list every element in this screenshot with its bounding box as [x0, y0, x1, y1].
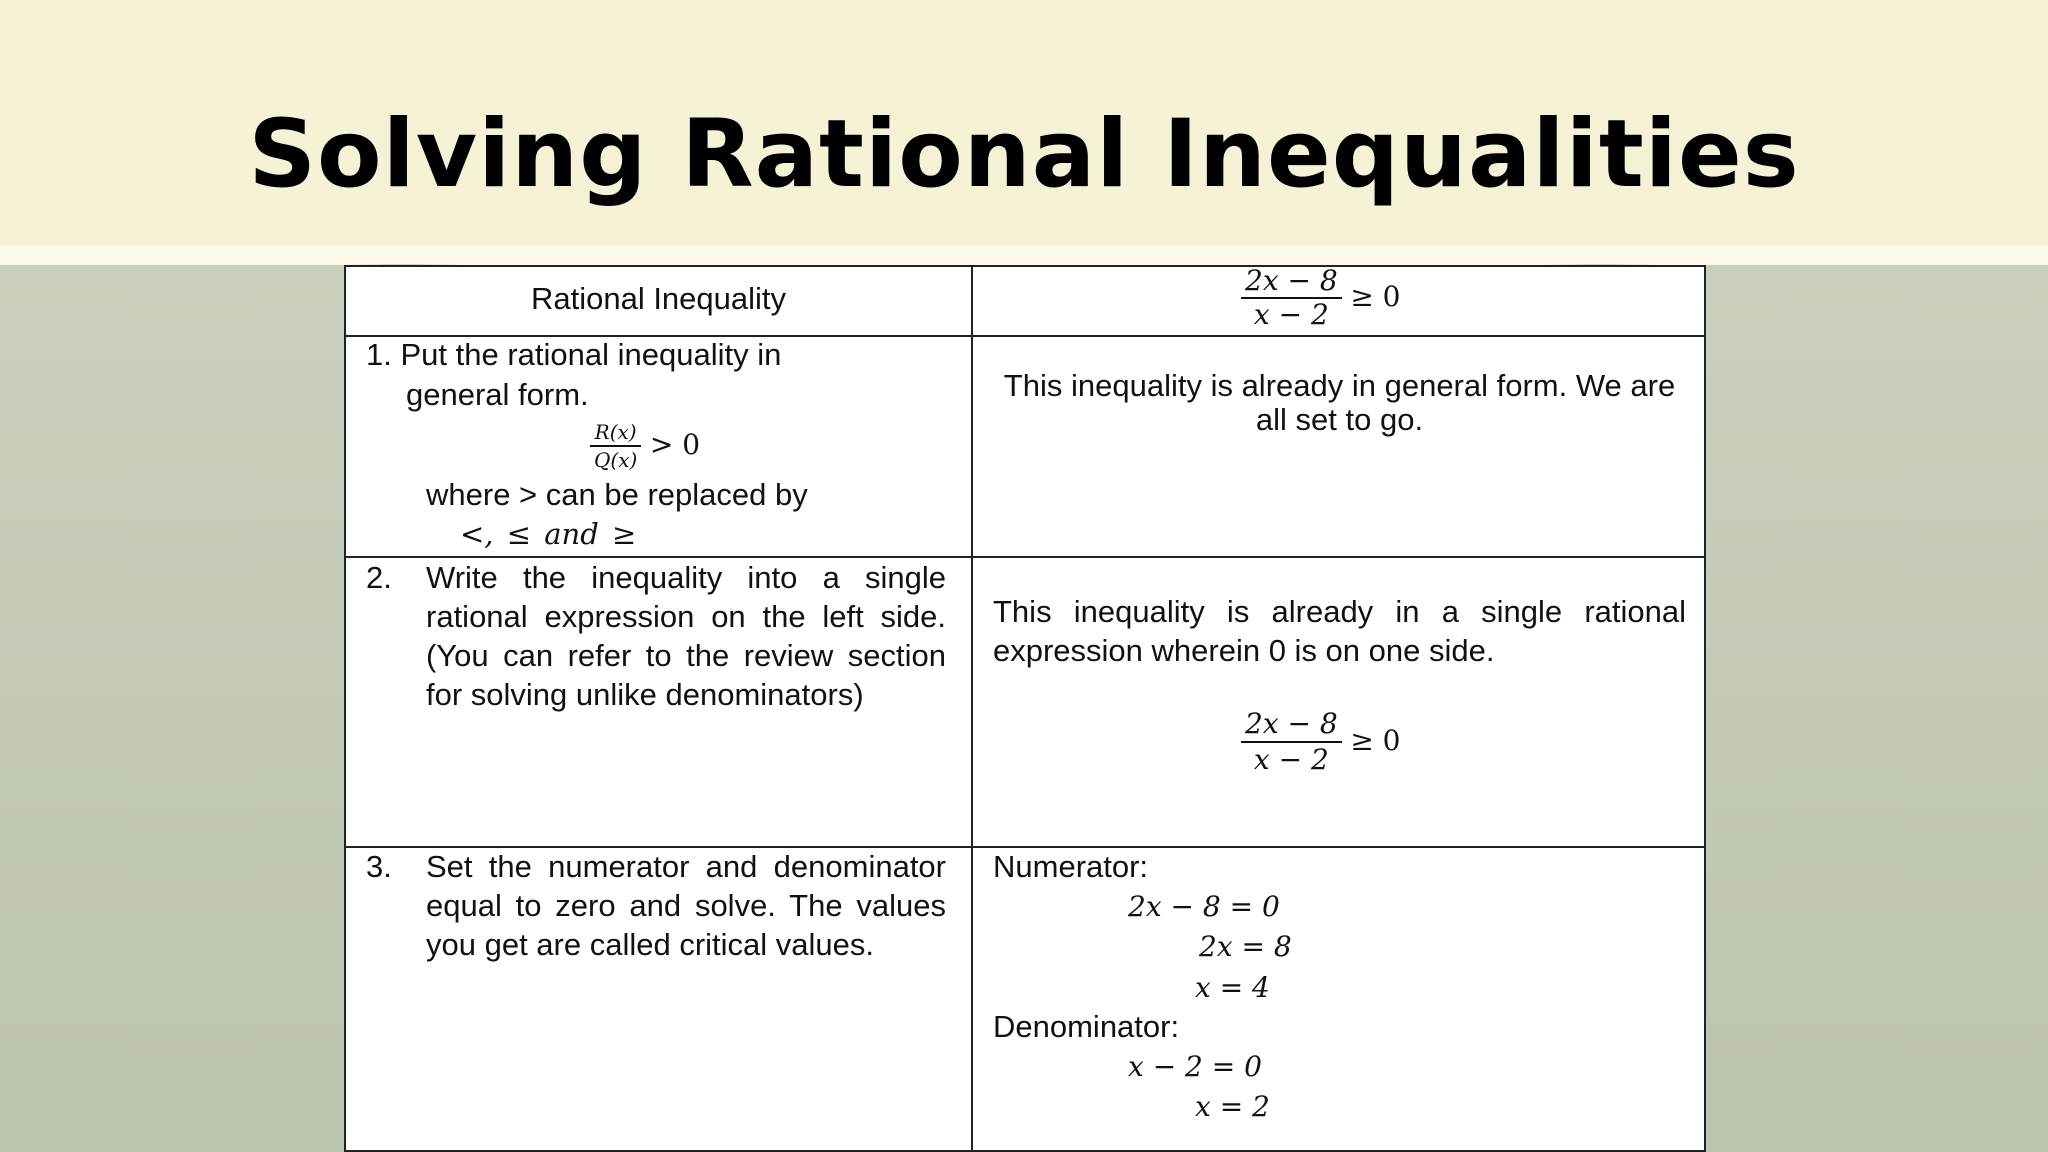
step1-line: general form. — [406, 377, 589, 412]
inequality-relation: ≥ 0 — [1350, 724, 1401, 758]
step-number: 2. — [366, 560, 392, 595]
inequality-relation: ≥ 0 — [1350, 280, 1401, 314]
step1-response-text: This inequality is already in general form. We are all set to go. — [1003, 368, 1676, 437]
column-divider — [971, 267, 973, 1150]
step2-text: Write the inequality into a single rational expression on the left side. (You can refer to the review section for solving unlike denominators) — [426, 560, 946, 712]
step2-number — [366, 558, 426, 597]
header-left — [346, 279, 971, 318]
step3-text: Set the numerator and denominator equal to zero and solve. The values you get are called critical values. — [426, 849, 946, 962]
step3-number — [366, 847, 426, 886]
step1-response — [993, 369, 1686, 437]
slide-title: Solving Rational Inequalities — [248, 100, 1800, 209]
step2-instruction — [426, 558, 946, 714]
fraction-denominator: x − 2 — [1241, 741, 1342, 777]
general-form-inequality — [590, 419, 700, 473]
header-left-label: Rational Inequality — [530, 281, 787, 316]
step3-instruction — [426, 847, 946, 964]
steps-table — [344, 265, 1706, 1152]
numerator-equation: 2x − 8 = 0 — [1128, 890, 1280, 923]
denominator-equation: x − 2 = 0 — [1128, 1050, 1262, 1083]
inequality-relation: > 0 — [649, 428, 701, 462]
fraction-denominator: x − 2 — [1241, 297, 1342, 331]
step1-line: 1. Put the rational inequality in — [366, 337, 782, 372]
fraction-numerator: 2x − 8 — [1245, 265, 1338, 297]
header-right — [973, 265, 1706, 335]
step2-response — [993, 592, 1686, 670]
numerator-equation: 2x = 8 — [1199, 930, 1292, 963]
step1-instruction — [366, 335, 956, 556]
step2-inequality — [1241, 707, 1401, 777]
numerator-label: Numerator: — [993, 849, 1149, 884]
denominator-label: Denominator: — [993, 1009, 1180, 1044]
step3-response — [993, 847, 1686, 1152]
step1-line: where > can be replaced by — [426, 477, 808, 512]
step1-relations: <, ≤ and ≥ — [460, 517, 637, 551]
step-number: 3. — [366, 849, 392, 884]
fraction-denominator: Q(x) — [590, 445, 641, 473]
fraction-numerator: R(x) — [594, 420, 637, 444]
step2-response-text: This inequality is already in a single rational expression wherein 0 is on one side. — [993, 594, 1686, 668]
fraction-numerator: 2x − 8 — [1245, 707, 1338, 740]
header-inequality — [1241, 265, 1401, 331]
denominator-solution: x = 2 — [1195, 1090, 1270, 1123]
numerator-solution: x = 4 — [1195, 971, 1270, 1004]
